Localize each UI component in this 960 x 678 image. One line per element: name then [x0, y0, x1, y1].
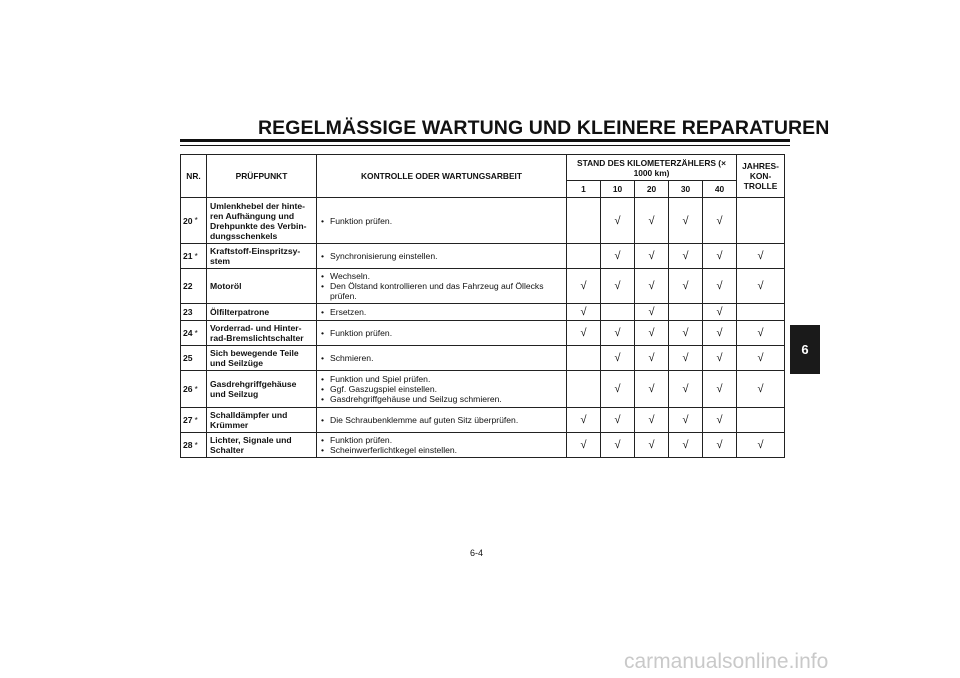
- annual-check-cell: √: [737, 269, 785, 304]
- table-row: [181, 198, 785, 244]
- work-line: [321, 216, 563, 226]
- interval-cell: √: [635, 408, 669, 433]
- row-number: 24: [183, 328, 193, 338]
- bullet-icon: •: [321, 281, 325, 291]
- row-number: 22: [183, 281, 193, 291]
- interval-cell: √: [601, 244, 635, 269]
- interval-cell: √: [669, 408, 703, 433]
- work-line: [321, 384, 563, 394]
- work-line: [321, 271, 563, 281]
- maintenance-work: [317, 346, 567, 371]
- interval-cell: √: [669, 346, 703, 371]
- check-item: Vorderrad- und Hinter-rad-Bremslichtschalter: [207, 321, 317, 346]
- check-item: Lichter, Signale und Schalter: [207, 433, 317, 458]
- work-text: Funktion prüfen.: [330, 215, 393, 226]
- work-text: Gasdrehgriffgehäuse und Seilzug schmieren.: [330, 394, 502, 404]
- interval-cell: √: [703, 269, 737, 304]
- bullet-icon: •: [321, 394, 325, 404]
- annual-check-cell: [737, 304, 785, 321]
- bullet-icon: •: [321, 251, 325, 261]
- check-item: Umlenkhebel der hinte-ren Aufhängung und Drehpunkte des Verbin-dungsschenkels: [207, 198, 317, 244]
- maintenance-table: [180, 154, 785, 458]
- interval-cell: √: [635, 371, 669, 408]
- interval-cell: √: [703, 371, 737, 408]
- interval-cell: √: [601, 198, 635, 244]
- odometer-col-10: 10: [601, 181, 635, 198]
- interval-cell: √: [669, 198, 703, 244]
- interval-cell: √: [567, 321, 601, 346]
- interval-cell: √: [601, 321, 635, 346]
- interval-cell: √: [601, 433, 635, 458]
- interval-cell: √: [635, 433, 669, 458]
- maintenance-work: [317, 198, 567, 244]
- row-number-cell: [181, 371, 207, 408]
- odometer-col-20: 20: [635, 181, 669, 198]
- interval-cell: [567, 346, 601, 371]
- check-item: Ölfilterpatrone: [207, 304, 317, 321]
- work-text: Wechseln.: [330, 271, 370, 281]
- odometer-col-30: 30: [669, 181, 703, 198]
- maintenance-work: [317, 408, 567, 433]
- check-item: Motoröl: [207, 269, 317, 304]
- row-number: 20: [183, 215, 193, 226]
- interval-cell: √: [635, 346, 669, 371]
- table-row: [181, 433, 785, 458]
- work-text: Ggf. Gaszugspiel einstellen.: [330, 384, 438, 394]
- interval-cell: √: [669, 321, 703, 346]
- maintenance-work: [317, 304, 567, 321]
- interval-cell: √: [703, 408, 737, 433]
- interval-cell: √: [703, 244, 737, 269]
- work-text: Funktion prüfen.: [330, 435, 393, 445]
- interval-cell: √: [601, 371, 635, 408]
- interval-cell: √: [669, 269, 703, 304]
- row-number-cell: [181, 321, 207, 346]
- row-number-cell: [181, 198, 207, 244]
- table-row: [181, 346, 785, 371]
- header-rule: [180, 139, 790, 142]
- annual-check-cell: √: [737, 433, 785, 458]
- dealer-service-star: *: [194, 384, 198, 394]
- work-line: [321, 374, 563, 384]
- work-line: [321, 353, 563, 363]
- interval-cell: √: [567, 408, 601, 433]
- row-number: 21: [183, 251, 193, 261]
- interval-cell: √: [703, 346, 737, 371]
- header-odometer: STAND DES KILOMETERZÄHLERS (× 1000 km): [567, 155, 737, 181]
- interval-cell: [567, 198, 601, 244]
- interval-cell: √: [635, 304, 669, 321]
- dealer-service-star: *: [194, 440, 198, 450]
- table-row: [181, 244, 785, 269]
- work-text: Den Ölstand kontrollieren und das Fahrzeug auf Öllecks prüfen.: [330, 281, 544, 301]
- interval-cell: [567, 371, 601, 408]
- interval-cell: [601, 304, 635, 321]
- maintenance-work: [317, 433, 567, 458]
- work-text: Scheinwerferlichtkegel einstellen.: [330, 445, 458, 455]
- annual-check-cell: √: [737, 346, 785, 371]
- annual-check-cell: √: [737, 371, 785, 408]
- bullet-icon: •: [321, 384, 325, 394]
- interval-cell: √: [669, 371, 703, 408]
- work-line: [321, 435, 563, 445]
- header-item: PRÜFPUNKT: [207, 155, 317, 198]
- interval-cell: √: [635, 198, 669, 244]
- odometer-col-40: 40: [703, 181, 737, 198]
- interval-cell: √: [703, 321, 737, 346]
- work-line: [321, 328, 563, 338]
- work-line: [321, 415, 563, 425]
- check-item: Schalldämpfer und Krümmer: [207, 408, 317, 433]
- bullet-icon: •: [321, 328, 325, 338]
- interval-cell: [567, 244, 601, 269]
- table-row: [181, 408, 785, 433]
- interval-cell: √: [567, 433, 601, 458]
- row-number-cell: [181, 346, 207, 371]
- interval-cell: √: [601, 269, 635, 304]
- dealer-service-star: *: [194, 216, 198, 225]
- row-number: 25: [183, 353, 193, 363]
- page-title: REGELMÄSSIGE WARTUNG UND KLEINERE REPARATUREN: [258, 117, 830, 139]
- row-number-cell: [181, 269, 207, 304]
- bullet-icon: •: [321, 374, 325, 384]
- odometer-col-1: 1: [567, 181, 601, 198]
- annual-check-cell: √: [737, 244, 785, 269]
- work-line: [321, 251, 563, 261]
- annual-check-cell: √: [737, 321, 785, 346]
- bullet-icon: •: [321, 271, 325, 281]
- work-line: [321, 307, 563, 317]
- row-number: 28: [183, 440, 193, 450]
- interval-cell: √: [635, 321, 669, 346]
- interval-cell: √: [703, 304, 737, 321]
- bullet-icon: •: [321, 415, 325, 425]
- row-number-cell: [181, 244, 207, 269]
- interval-cell: [669, 304, 703, 321]
- watermark: carmanualsonline.info: [624, 650, 829, 673]
- annual-check-cell: [737, 198, 785, 244]
- table-row: [181, 304, 785, 321]
- interval-cell: √: [669, 244, 703, 269]
- bullet-icon: •: [321, 353, 325, 363]
- work-line: [321, 445, 563, 455]
- check-item: Gasdrehgriffgehäuse und Seilzug: [207, 371, 317, 408]
- header-work: KONTROLLE ODER WARTUNGSARBEIT: [317, 155, 567, 198]
- maintenance-work: [317, 321, 567, 346]
- bullet-icon: •: [321, 435, 325, 445]
- check-item: Sich bewegende Teile und Seilzüge: [207, 346, 317, 371]
- maintenance-work: [317, 244, 567, 269]
- interval-cell: √: [703, 198, 737, 244]
- page-number: 6-4: [470, 548, 484, 558]
- dealer-service-star: *: [194, 415, 198, 425]
- interval-cell: √: [703, 433, 737, 458]
- maintenance-work: [317, 269, 567, 304]
- row-number-cell: [181, 408, 207, 433]
- table-row: [181, 371, 785, 408]
- check-item: Kraftstoff-Einspritzsy-stem: [207, 244, 317, 269]
- row-number: 27: [183, 415, 193, 425]
- table-row: [181, 269, 785, 304]
- work-text: Funktion prüfen.: [330, 328, 393, 338]
- interval-cell: √: [635, 269, 669, 304]
- work-text: Funktion und Spiel prüfen.: [330, 374, 431, 384]
- work-line: [321, 394, 563, 404]
- row-number: 23: [183, 307, 193, 317]
- work-text: Schmieren.: [330, 353, 374, 363]
- table-row: [181, 321, 785, 346]
- work-line: [321, 281, 563, 301]
- work-text: Die Schraubenklemme auf guten Sitz überprüfen.: [330, 415, 519, 425]
- row-number: 26: [183, 384, 193, 394]
- header-nr: NR.: [181, 155, 207, 198]
- header-annual: JAHRES-KON-TROLLE: [737, 155, 785, 198]
- work-text: Synchronisierung einstellen.: [330, 251, 438, 261]
- interval-cell: √: [669, 433, 703, 458]
- annual-check-cell: [737, 408, 785, 433]
- dealer-service-star: *: [194, 328, 198, 338]
- bullet-icon: •: [321, 445, 325, 455]
- interval-cell: √: [567, 269, 601, 304]
- dealer-service-star: *: [194, 251, 198, 261]
- bullet-icon: •: [321, 215, 325, 226]
- row-number-cell: [181, 433, 207, 458]
- interval-cell: √: [567, 304, 601, 321]
- work-text: Ersetzen.: [330, 307, 367, 317]
- interval-cell: √: [635, 244, 669, 269]
- maintenance-work: [317, 371, 567, 408]
- interval-cell: √: [601, 346, 635, 371]
- bullet-icon: •: [321, 307, 325, 317]
- chapter-tab: 6: [790, 325, 820, 374]
- interval-cell: √: [601, 408, 635, 433]
- row-number-cell: [181, 304, 207, 321]
- header-rule-thin: [180, 145, 790, 146]
